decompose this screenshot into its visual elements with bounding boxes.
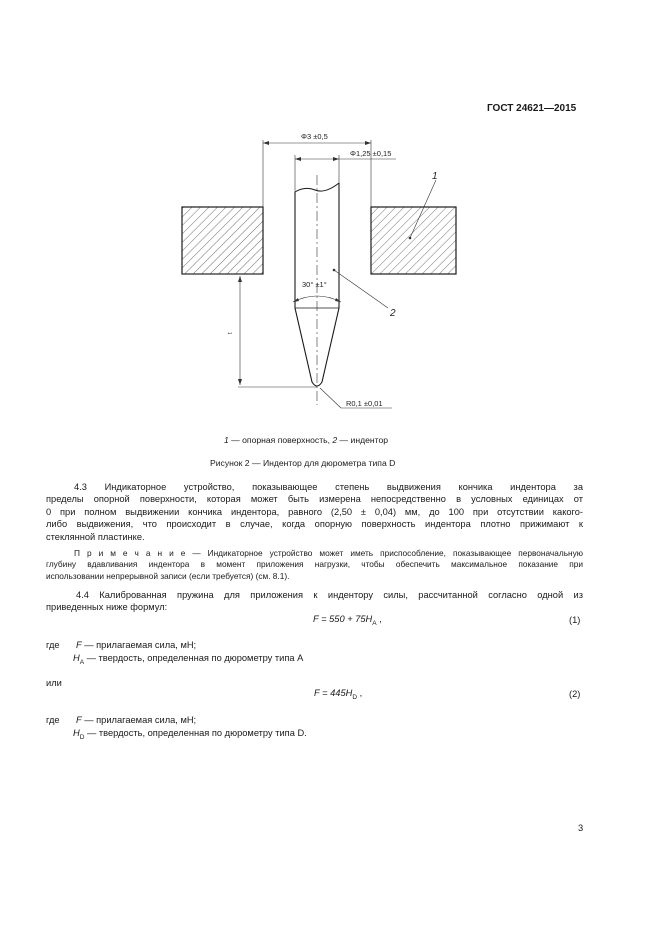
where-1-h-desc: — твердость, определенная по дюрометру типа A [84,653,304,663]
radius-label: R0,1 ±0,01 [346,399,383,408]
p43-line-3: 0 при полном выдвижении кончика индентора, равного (2,50 ± 0,04) мм, до 100 при отсутствии какого- [46,506,583,517]
note-block [46,548,583,582]
angle-label: 30° ±1° [302,280,327,289]
where-2-h-subscript: D [79,733,85,741]
where-2-h [73,727,307,744]
where-2-h-symbol: H [73,728,80,738]
legend-number-2: 2 [332,435,338,445]
support-surface-right [371,207,456,274]
formula-1-body: F = 550 + 75H [313,614,373,624]
callout-1-label: 1 [432,171,438,182]
where-2-h-desc: — твердость, определенная по дюрометру типа D. [84,728,307,738]
p44-line-2: приведенных ниже формул: [46,602,168,613]
note-line-1: П р и м е ч а н и е — Индикаторное устройство может иметь приспособление, показывающее первоначальную [74,548,583,558]
legend-text-1: — опорная поверхность, [228,435,333,445]
where-2-word: где [46,715,60,725]
dim-inner-label: Φ1,25 ±0,15 [350,149,392,158]
p43-line-2: пределы опорной поверхности, которая может быть измерена непосредственно в условных единицах от [46,494,583,505]
dimension-depth [182,274,317,387]
where-1-word: где [46,640,60,650]
note-line-3: использовании непрерывной записи (если требуется) (см. 8.1). [46,570,290,581]
dimension-inner-diameter [295,149,396,192]
note-line-2: глубину вдавливания индентора в момент приложения нагрузки, чтобы обеспечить максимальное показание при [46,559,583,570]
where-1-f-symbol: F [76,640,82,650]
legend-number-1: 1 [224,435,229,445]
page-number: 3 [578,823,584,833]
formula-1-tail: , [376,614,382,624]
formula-2-subscript: D [352,693,358,701]
formula-1-number: (1) [569,615,581,625]
where-1-h-subscript: A [79,658,85,666]
where-2-f-symbol: F [76,715,82,725]
p43-line-4: либо выдвижения, что происходит в случае, когда опорную поверхность индентора плотно прижимают к [46,519,583,530]
formula-2-number: (2) [569,689,581,699]
p44-line-1: 4.4 Калиброванная пружина для приложения к индентору силы, рассчитанной согласно одной из [76,590,583,600]
paragraph-4-4 [46,589,583,614]
formula-1 [313,613,382,630]
where-1-h-symbol: H [73,653,80,663]
paragraph-4-3 [46,481,583,543]
formula-2-body: F = 445H [314,688,353,698]
where-1-f [76,639,196,651]
dim-outer-label: Φ3 ±0,5 [301,132,328,141]
formula-1-subscript: A [372,619,377,627]
formula-2 [314,687,362,704]
where-2-f-desc: — прилагаемая сила, мН; [81,715,197,725]
formula-2-tail: , [357,688,363,698]
where-2-f [76,714,196,726]
indenter-drawing [170,120,480,420]
p43-line-1: 4.3 Индикаторное устройство, показывающее степень выдвижения кончика индентора за [74,482,583,492]
support-surface-left [182,207,263,274]
document-code: ГОСТ 24621—2015 [487,103,577,114]
figure-caption: Рисунок 2 — Индентор для дюрометра типа D [210,458,396,468]
depth-label: t [228,332,234,334]
legend-text-2: — индентор [337,435,389,445]
conjunction-or: или [46,678,62,688]
dimension-radius [320,388,392,408]
figure-legend [224,435,388,445]
where-1-f-desc: — прилагаемая сила, мН; [81,640,197,650]
callout-2-label: 2 [390,308,396,319]
where-1-h [73,652,303,669]
p43-line-5: стеклянной пластинке. [46,531,145,542]
callout-2 [333,269,396,319]
